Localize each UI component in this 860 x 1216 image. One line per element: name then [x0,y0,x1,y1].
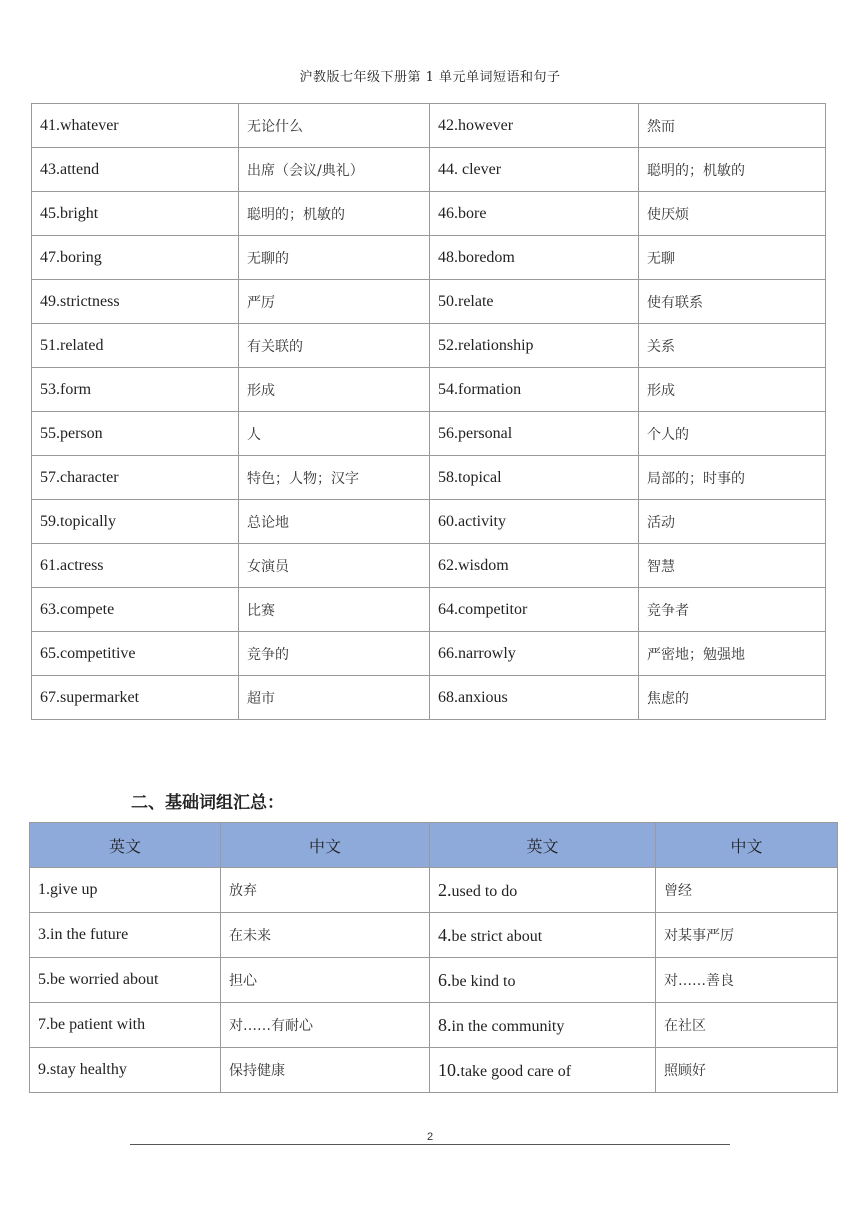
table-row [32,676,826,720]
word-chinese: 使有联系 [639,280,826,324]
word-chinese: 然而 [639,104,826,148]
word-english: 68.anxious [430,676,639,720]
word-chinese: 特色；人物；汉字 [239,456,430,500]
word-chinese: 无聊的 [239,236,430,280]
word-chinese: 关系 [639,324,826,368]
table-row [32,236,826,280]
word-english: 66.narrowly [430,632,639,676]
phrase-english [30,1003,221,1048]
phrase-number: 4. [438,924,452,945]
phrase-english [430,868,656,913]
phrase-text: used to do [451,882,518,900]
table-row [32,368,826,412]
word-chinese: 聪明的；机敏的 [239,192,430,236]
word-chinese: 形成 [639,368,826,412]
word-chinese: 形成 [239,368,430,412]
word-chinese: 总论地 [239,500,430,544]
phrase-text: stay healthy [50,1061,127,1078]
word-english: 63.compete [32,588,239,632]
phrase-text: be kind to [451,972,516,990]
page-header: 沪教版七年级下册第 1 单元单词短语和句子 [299,70,561,85]
phrase-text: in the community [451,1017,565,1035]
header-cell-chinese: 中文 [656,823,838,868]
table-row [32,588,826,632]
phrase-number: 5. [38,971,50,988]
phrase-chinese: 在未来 [221,913,430,958]
word-english: 48.boredom [430,236,639,280]
word-english: 44. clever [430,148,639,192]
word-chinese: 局部的；时事的 [639,456,826,500]
phrase-number: 9. [38,1061,50,1078]
phrase-number: 2. [438,879,452,900]
section-heading: 二、基础词组汇总： [131,793,284,813]
phrase-english [30,913,221,958]
phrase-number: 3. [38,926,50,943]
word-chinese: 超市 [239,676,430,720]
word-english: 55.person [32,412,239,456]
table-row [30,1003,838,1048]
table-row [32,192,826,236]
word-english: 49.strictness [32,280,239,324]
word-chinese: 有关联的 [239,324,430,368]
word-english: 60.activity [430,500,639,544]
word-chinese: 智慧 [639,544,826,588]
vocabulary-table [31,103,826,720]
header-cell-english: 英文 [430,823,656,868]
word-chinese: 竞争的 [239,632,430,676]
word-chinese: 女演员 [239,544,430,588]
word-chinese: 焦虑的 [639,676,826,720]
phrase-chinese: 保持健康 [221,1048,430,1093]
word-english: 54.formation [430,368,639,412]
phrase-english [30,868,221,913]
word-chinese: 使厌烦 [639,192,826,236]
header-cell-english: 英文 [30,823,221,868]
word-chinese: 严密地；勉强地 [639,632,826,676]
word-chinese: 聪明的；机敏的 [639,148,826,192]
phrase-number: 10. [438,1059,461,1080]
word-english: 61.actress [32,544,239,588]
footer-divider [130,1144,730,1145]
table-row [32,456,826,500]
word-english: 50.relate [430,280,639,324]
word-english: 58.topical [430,456,639,500]
table-row [32,280,826,324]
phrase-chinese: 照顾好 [656,1048,838,1093]
word-chinese: 出席（会议/典礼） [239,148,430,192]
word-chinese: 无论什么 [239,104,430,148]
phrase-english [430,958,656,1003]
table-row [32,500,826,544]
phrase-text: take good care of [460,1062,572,1080]
word-chinese: 个人的 [639,412,826,456]
phrase-english [30,1048,221,1093]
word-english: 65.competitive [32,632,239,676]
word-chinese: 比赛 [239,588,430,632]
word-english: 45.bright [32,192,239,236]
word-english: 62.wisdom [430,544,639,588]
phrase-text: be worried about [50,971,159,988]
phrase-english [430,913,656,958]
phrase-chinese: 对……有耐心 [221,1003,430,1048]
word-chinese: 活动 [639,500,826,544]
table-row [30,913,838,958]
word-english: 53.form [32,368,239,412]
phrases-table [29,822,838,1093]
phrase-chinese: 对某事严厉 [656,913,838,958]
phrase-number: 6. [438,969,452,990]
word-english: 59.topically [32,500,239,544]
phrase-chinese: 对……善良 [656,958,838,1003]
word-english: 52.relationship [430,324,639,368]
word-chinese: 严厉 [239,280,430,324]
phrase-number: 1. [38,881,50,898]
table-row [30,958,838,1003]
phrase-number: 7. [38,1016,50,1033]
phrase-english [430,1048,656,1093]
word-english: 67.supermarket [32,676,239,720]
table-row [32,632,826,676]
table-row [32,148,826,192]
word-english: 41.whatever [32,104,239,148]
word-english: 57.character [32,456,239,500]
word-english: 56.personal [430,412,639,456]
table-row [30,868,838,913]
phrase-text: give up [50,881,98,898]
phrase-text: be patient with [50,1016,146,1033]
phrases-header-row [30,823,838,868]
table-row [32,324,826,368]
page-number: 2 [426,1131,434,1143]
table-row [30,1048,838,1093]
phrase-text: in the future [50,926,129,943]
phrase-chinese: 曾经 [656,868,838,913]
phrase-chinese: 在社区 [656,1003,838,1048]
word-english: 64.competitor [430,588,639,632]
word-english: 43.attend [32,148,239,192]
word-english: 47.boring [32,236,239,280]
table-row [32,104,826,148]
header-cell-chinese: 中文 [221,823,430,868]
phrase-text: be strict about [451,927,543,945]
phrase-chinese: 担心 [221,958,430,1003]
word-chinese: 人 [239,412,430,456]
word-english: 51.related [32,324,239,368]
phrase-english [30,958,221,1003]
table-row [32,544,826,588]
phrase-chinese: 放弃 [221,868,430,913]
word-chinese: 无聊 [639,236,826,280]
word-english: 46.bore [430,192,639,236]
table-row [32,412,826,456]
word-english: 42.however [430,104,639,148]
phrase-number: 8. [438,1014,452,1035]
phrase-english [430,1003,656,1048]
word-chinese: 竞争者 [639,588,826,632]
